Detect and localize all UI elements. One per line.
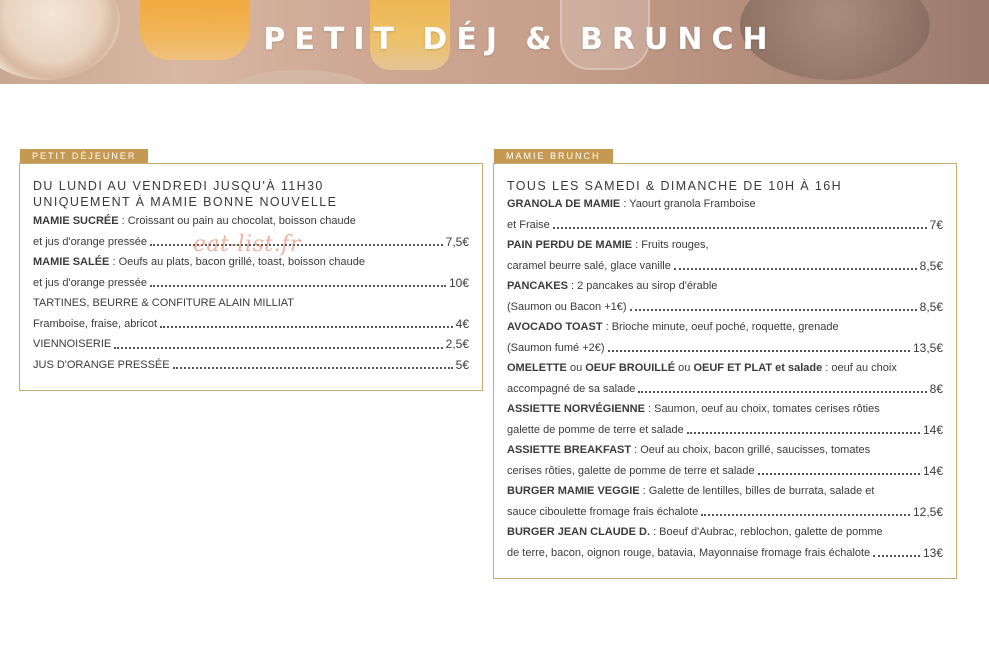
menu-item-description: : Galette de lentilles, billes de burrata, salade et	[639, 485, 875, 497]
menu-item-description: : Croissant ou pain au chocolat, boisson chaude	[118, 215, 356, 227]
menu-line-text	[507, 461, 755, 482]
menu-item-description: sauce ciboulette fromage frais échalote	[507, 505, 699, 518]
menu-line-text	[507, 276, 717, 297]
menu-line-text	[507, 194, 756, 215]
menu-line	[507, 502, 943, 523]
menu-item-description: (Saumon ou Bacon +1€)	[507, 300, 627, 313]
menu-item-price: 8,5€	[919, 299, 943, 314]
menu-line	[33, 334, 469, 355]
menu-item-price: 7€	[929, 217, 943, 232]
menu-item-price: 5€	[455, 357, 469, 372]
menu-item-name: AVOCADO TOAST	[507, 321, 603, 333]
menu-item-price: 2,5€	[445, 337, 469, 351]
menu-item-price: 12,5€	[912, 504, 943, 519]
section-tag-petit-dejeuner: PETIT DÉJEUNER	[20, 149, 148, 164]
dot-leader	[638, 391, 926, 393]
menu-item-description: VIENNOISERIE	[33, 338, 112, 350]
menu-line	[33, 355, 469, 376]
menu-item-description: Framboise, fraise, abricot	[33, 317, 158, 330]
menu-item-name: MAMIE SUCRÉE	[33, 215, 119, 227]
menu-item-description: : Oeufs au plats, bacon grillé, toast, boisson chaude	[109, 256, 366, 268]
menu-item-description: : Brioche minute, oeuf poché, roquette, grenade	[602, 321, 839, 333]
dot-leader	[160, 326, 453, 328]
menu-item-name: OEUF BROUILLÉ	[585, 362, 676, 374]
menu-line-text	[33, 355, 170, 376]
dot-leader	[114, 347, 442, 349]
menu-line	[507, 399, 943, 420]
menu-line-text	[507, 420, 684, 441]
section-tag-mamie-brunch: MAMIE BRUNCH	[494, 149, 613, 164]
menu-line	[33, 211, 469, 232]
menu-line	[507, 461, 943, 482]
menu-item-name: et salade	[772, 362, 823, 374]
menu-line	[507, 522, 943, 543]
menu-item-description: accompagné de sa salade	[507, 382, 636, 395]
menu-item-price: 14€	[922, 463, 943, 478]
watermark: eat-list.fr	[193, 232, 301, 257]
menu-line-text	[33, 293, 294, 314]
menu-item-name: PANCAKES	[507, 280, 568, 292]
menu-line-text	[33, 314, 157, 335]
menu-item-description: et Fraise	[507, 218, 550, 231]
menu-line-text	[507, 358, 897, 379]
menu-line	[507, 481, 943, 502]
menu-line	[507, 276, 943, 297]
menu-item-price: 13€	[922, 545, 943, 560]
menu-item-name: ASSIETTE BREAKFAST	[507, 444, 632, 456]
menu-item-description: caramel beurre salé, glace vanille	[507, 259, 671, 272]
menu-item-description: ou	[566, 362, 586, 374]
dot-leader	[630, 309, 917, 311]
menu-item-description: : 2 pancakes au sirop d'érable	[567, 280, 718, 292]
menu-line	[33, 314, 469, 335]
page-title: PETIT DÉJ & BRUNCH	[263, 22, 777, 57]
menu-line-text	[507, 502, 698, 523]
menu-line-text	[33, 211, 356, 232]
menu-line	[507, 379, 943, 400]
menu-item-description: cerises rôties, galette de pomme de terre et salade	[507, 464, 755, 477]
menu-line-text	[507, 235, 709, 256]
menu-item-price: 4€	[455, 316, 469, 331]
dot-leader	[553, 227, 927, 229]
menu-item-name: PAIN PERDU DE MAMIE	[507, 239, 633, 251]
section-heading: DU LUNDI AU VENDREDI JUSQU'À 11H30	[33, 179, 324, 193]
menu-line	[507, 194, 943, 215]
menu-item-price: 7,5€	[445, 234, 469, 249]
menu-line	[33, 273, 469, 294]
menu-line-text	[507, 297, 627, 318]
menu-item-description: TARTINES, BEURRE & CONFITURE ALAIN MILLIAT	[33, 297, 294, 309]
menu-panel-petit-dejeuner	[19, 163, 483, 391]
menu-line	[507, 440, 943, 461]
menu-line	[507, 256, 943, 277]
section-heading: TOUS LES SAMEDI & DIMANCHE DE 10H À 16H	[507, 179, 843, 193]
menu-item-name: OEUF ET PLAT	[693, 362, 773, 374]
menu-line	[507, 338, 943, 359]
menu-item-name: GRANOLA DE MAMIE	[507, 198, 621, 210]
menu-item-price: 8,5€	[919, 258, 943, 273]
menu-line	[33, 293, 469, 314]
menu-line-text	[507, 215, 550, 236]
menu-line-text	[507, 543, 870, 564]
menu-line-text	[507, 440, 870, 461]
menu-line-text	[507, 338, 605, 359]
menu-line	[507, 420, 943, 441]
menu-item-description: et jus d'orange pressée	[33, 276, 148, 289]
header-banner	[0, 0, 989, 84]
dot-leader	[873, 555, 920, 557]
plate-image	[230, 70, 370, 84]
menu-line	[507, 543, 943, 564]
menu-item-description: : Oeuf au choix, bacon grillé, saucisses, tomates	[631, 444, 871, 456]
dot-leader	[608, 350, 910, 352]
dot-leader	[150, 285, 446, 287]
menu-item-name: MAMIE SALÉE	[33, 256, 110, 268]
menu-panel-mamie-brunch	[493, 163, 957, 579]
menu-item-name: ASSIETTE NORVÉGIENNE	[507, 403, 645, 415]
dot-leader	[674, 268, 917, 270]
menu-item-name: OMELETTE	[507, 362, 567, 374]
menu-line-text	[33, 334, 111, 355]
menu-line-text	[507, 399, 880, 420]
menu-panel-content	[494, 164, 956, 563]
menu-item-name: BURGER MAMIE VEGGIE	[507, 485, 640, 497]
section-subheading: UNIQUEMENT À MAMIE BONNE NOUVELLE	[33, 195, 338, 209]
menu-item-description: et jus d'orange pressée	[33, 235, 148, 248]
menu-item-price: 10€	[448, 275, 469, 290]
menu-line	[507, 215, 943, 236]
menu-item-description: : Saumon, oeuf au choix, tomates cerises rôties	[644, 403, 880, 415]
menu-item-description: JUS D'ORANGE PRESSÉE	[33, 358, 170, 371]
menu-line-text	[33, 232, 147, 253]
menu-line-text	[507, 256, 671, 277]
dot-leader	[173, 367, 453, 369]
menu-item-price: 14€	[922, 422, 943, 437]
menu-item-description: : oeuf au choix	[822, 362, 897, 374]
menu-item-description: galette de pomme de terre et salade	[507, 423, 684, 436]
menu-item-price: 8€	[929, 381, 943, 396]
menu-panel-content	[20, 164, 482, 375]
menu-item-description: de terre, bacon, oignon rouge, batavia, Mayonnaise fromage frais échalote	[507, 546, 871, 559]
menu-line-text	[507, 379, 635, 400]
menu-item-price: 13,5€	[912, 340, 943, 355]
menu-line	[507, 317, 943, 338]
menu-item-description: (Saumon fumé +2€)	[507, 341, 605, 354]
menu-line	[507, 297, 943, 318]
menu-item-description: : Fruits rouges,	[632, 239, 709, 251]
dot-leader	[758, 473, 920, 475]
menu-line	[507, 235, 943, 256]
menu-line-text	[507, 481, 874, 502]
menu-item-description: : Yaourt granola Framboise	[620, 198, 756, 210]
dot-leader	[701, 514, 910, 516]
menu-line-text	[33, 273, 147, 294]
menu-item-name: BURGER JEAN CLAUDE D.	[507, 526, 651, 538]
menu-item-description: ou	[675, 362, 694, 374]
menu-item-description: : Boeuf d'Aubrac, reblochon, galette de pomme	[650, 526, 883, 538]
menu-line-text	[507, 522, 883, 543]
dot-leader	[687, 432, 920, 434]
menu-line	[507, 358, 943, 379]
menu-line-text	[507, 317, 839, 338]
